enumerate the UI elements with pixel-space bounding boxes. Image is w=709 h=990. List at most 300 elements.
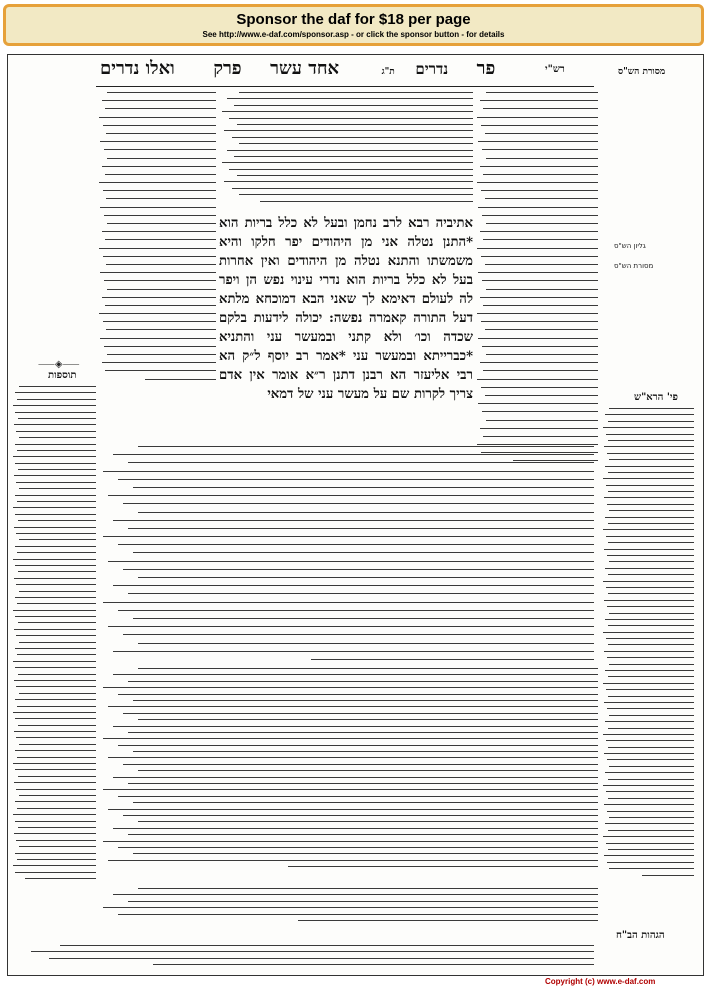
text-line <box>14 527 96 528</box>
text-line <box>102 362 216 363</box>
text-line <box>477 313 598 314</box>
text-line <box>133 700 598 701</box>
text-line <box>113 777 598 778</box>
text-line <box>16 635 96 636</box>
text-line <box>100 338 216 339</box>
text-line <box>478 403 598 404</box>
ornament-left: ⸺◈⸺ <box>38 359 80 370</box>
text-line <box>17 757 96 758</box>
text-line <box>606 689 694 690</box>
text-line <box>104 215 216 216</box>
text-line <box>606 740 694 741</box>
rashi-header: רש"י <box>545 64 565 75</box>
text-line <box>113 454 594 455</box>
text-line <box>19 386 96 387</box>
text-line <box>19 846 96 847</box>
text-line <box>128 834 598 835</box>
chapter-title: אחד עשר <box>270 58 340 79</box>
commentary-above-gemara <box>219 92 473 210</box>
text-line <box>17 603 96 604</box>
text-line <box>138 643 594 644</box>
text-line <box>15 514 96 515</box>
text-line <box>105 174 216 175</box>
text-line <box>100 141 216 142</box>
text-line <box>14 424 96 425</box>
text-line <box>607 606 694 607</box>
text-line <box>605 721 694 722</box>
text-line <box>16 789 96 790</box>
text-line <box>138 668 598 669</box>
text-line <box>480 231 598 232</box>
text-line <box>106 264 216 265</box>
text-line <box>118 847 598 848</box>
text-line <box>108 626 594 627</box>
text-line <box>113 651 594 652</box>
text-line <box>60 945 594 946</box>
text-line <box>603 836 694 837</box>
text-line <box>605 414 694 415</box>
text-line <box>224 130 473 131</box>
text-line <box>16 533 96 534</box>
text-line <box>607 504 694 505</box>
text-line <box>15 821 96 822</box>
text-line <box>483 174 598 175</box>
text-line <box>604 753 694 754</box>
text-line <box>15 597 96 598</box>
text-line <box>138 770 598 771</box>
text-line <box>18 674 96 675</box>
text-line <box>15 444 96 445</box>
text-line <box>19 693 96 694</box>
text-line <box>477 182 598 183</box>
text-line <box>609 510 694 511</box>
text-line <box>608 440 694 441</box>
rashi-continuation <box>98 446 594 664</box>
text-line <box>108 757 598 758</box>
text-line <box>478 272 598 273</box>
text-line <box>18 520 96 521</box>
text-line <box>605 517 694 518</box>
text-line <box>608 644 694 645</box>
text-line <box>606 536 694 537</box>
text-line <box>107 289 216 290</box>
text-line <box>113 520 594 521</box>
text-line <box>605 568 694 569</box>
text-line <box>13 507 96 508</box>
tosafot-lower <box>98 668 598 888</box>
text-line <box>15 546 96 547</box>
text-line <box>478 141 598 142</box>
text-line <box>237 124 473 125</box>
tractate-name: נדרים <box>415 60 449 78</box>
text-line <box>19 437 96 438</box>
copyright-link[interactable]: Copyright (c) www.e-daf.com <box>545 977 656 986</box>
text-line <box>603 632 694 633</box>
text-line <box>222 111 473 112</box>
text-line <box>19 744 96 745</box>
chapter-name: ואלו נדרים <box>100 58 175 79</box>
text-line <box>608 421 694 422</box>
text-line <box>608 542 694 543</box>
text-line <box>123 764 598 765</box>
text-line <box>118 544 594 545</box>
text-line <box>229 118 473 119</box>
text-line <box>486 92 598 93</box>
hagahot-text <box>14 945 594 973</box>
page-label: פר <box>476 58 496 79</box>
text-line <box>128 783 598 784</box>
text-line <box>113 894 598 895</box>
page-header <box>100 58 495 84</box>
text-line <box>480 362 598 363</box>
text-line <box>19 488 96 489</box>
text-line <box>227 98 473 99</box>
text-line <box>642 875 694 876</box>
text-line <box>19 642 96 643</box>
text-line <box>133 853 598 854</box>
text-line <box>232 188 473 189</box>
text-line <box>13 661 96 662</box>
text-line <box>103 602 594 603</box>
text-line <box>133 751 598 752</box>
text-line <box>13 814 96 815</box>
text-line <box>605 772 694 773</box>
text-line <box>609 613 694 614</box>
text-line <box>118 796 598 797</box>
text-line <box>17 450 96 451</box>
hagahot-label: הגהות הב"ח <box>612 930 669 941</box>
text-line <box>482 346 598 347</box>
text-line <box>133 618 594 619</box>
text-line <box>480 428 598 429</box>
text-line <box>605 670 694 671</box>
right-margin-notes <box>604 92 696 292</box>
text-line <box>486 289 598 290</box>
text-line <box>153 964 594 965</box>
text-line <box>14 578 96 579</box>
text-line <box>102 297 216 298</box>
text-line <box>234 105 473 106</box>
text-line <box>138 512 594 513</box>
tosafot-label: תוספות <box>44 370 80 381</box>
text-line <box>608 779 694 780</box>
text-line <box>607 555 694 556</box>
text-line <box>15 463 96 464</box>
text-line <box>113 726 598 727</box>
text-line <box>482 215 598 216</box>
text-line <box>481 190 598 191</box>
text-line <box>133 552 594 553</box>
sponsor-subtitle[interactable]: See http://www.e-daf.com/sponsor.asp - or click the sponsor button - for details <box>202 30 505 39</box>
text-line <box>15 392 96 393</box>
text-line <box>604 446 694 447</box>
text-line <box>15 565 96 566</box>
text-line <box>606 485 694 486</box>
text-line <box>106 329 216 330</box>
text-line <box>607 862 694 863</box>
text-line <box>603 427 694 428</box>
text-line <box>482 280 598 281</box>
text-line <box>483 239 598 240</box>
text-line <box>603 683 694 684</box>
text-line <box>483 370 598 371</box>
text-line <box>607 657 694 658</box>
text-line <box>607 811 694 812</box>
text-line <box>608 830 694 831</box>
text-line <box>227 150 473 151</box>
tag-left: ת"ג <box>381 67 395 77</box>
text-line <box>138 577 594 578</box>
text-line <box>15 872 96 873</box>
text-line <box>17 808 96 809</box>
text-line <box>609 459 694 460</box>
text-line <box>128 901 598 902</box>
text-line <box>123 503 594 504</box>
text-line <box>481 256 598 257</box>
text-line <box>15 853 96 854</box>
text-line <box>138 446 594 447</box>
text-line <box>15 648 96 649</box>
text-line <box>606 843 694 844</box>
text-line <box>18 418 96 419</box>
text-line <box>486 158 598 159</box>
bottom-notes <box>98 888 598 928</box>
text-line <box>477 117 598 118</box>
text-line <box>298 920 598 921</box>
text-line <box>123 569 594 570</box>
text-line <box>609 868 694 869</box>
text-line <box>16 431 96 432</box>
rosh-column <box>602 408 694 908</box>
text-line <box>485 198 598 199</box>
text-line <box>15 699 96 700</box>
text-line <box>13 559 96 560</box>
text-line <box>609 664 694 665</box>
text-line <box>481 321 598 322</box>
text-line <box>608 747 694 748</box>
text-line <box>18 469 96 470</box>
rashi-column <box>476 92 598 472</box>
text-line <box>145 379 216 380</box>
text-line <box>133 487 594 488</box>
text-line <box>604 600 694 601</box>
text-line <box>13 405 96 406</box>
text-line <box>16 686 96 687</box>
text-line <box>605 619 694 620</box>
text-line <box>104 280 216 281</box>
text-line <box>19 539 96 540</box>
text-line <box>13 456 96 457</box>
text-line <box>103 321 216 322</box>
text-line <box>604 497 694 498</box>
text-line <box>138 888 598 889</box>
sponsor-banner[interactable] <box>3 4 704 46</box>
text-line <box>237 175 473 176</box>
text-line <box>99 313 216 314</box>
text-line <box>102 166 216 167</box>
text-line <box>138 821 598 822</box>
text-line <box>607 708 694 709</box>
text-line <box>118 745 598 746</box>
text-line <box>13 610 96 611</box>
text-line <box>609 766 694 767</box>
text-line <box>608 593 694 594</box>
text-line <box>15 750 96 751</box>
text-line <box>605 466 694 467</box>
text-line <box>608 574 694 575</box>
text-line <box>239 194 473 195</box>
text-line <box>107 92 216 93</box>
text-line <box>483 108 598 109</box>
text-line <box>108 706 598 707</box>
text-line <box>480 297 598 298</box>
text-line <box>19 795 96 796</box>
text-line <box>14 731 96 732</box>
text-line <box>113 674 598 675</box>
tosafot-column-top <box>98 92 216 384</box>
text-line <box>482 149 598 150</box>
text-line <box>478 338 598 339</box>
text-line <box>483 436 598 437</box>
text-line <box>608 798 694 799</box>
sponsor-title[interactable]: Sponsor the daf for $18 per page <box>236 11 471 28</box>
rosh-label: פי' הרא"ש <box>630 392 682 403</box>
text-line <box>49 958 594 959</box>
text-line <box>14 680 96 681</box>
text-line <box>229 169 473 170</box>
text-line <box>108 561 594 562</box>
margin-header: מסורת הש"ס <box>618 67 666 77</box>
text-line <box>606 587 694 588</box>
text-line <box>13 712 96 713</box>
text-line <box>123 815 598 816</box>
text-line <box>16 840 96 841</box>
text-line <box>608 472 694 473</box>
text-line <box>609 715 694 716</box>
text-line <box>481 125 598 126</box>
text-line <box>123 713 598 714</box>
text-line <box>604 804 694 805</box>
text-line <box>486 223 598 224</box>
text-line <box>103 841 598 842</box>
text-line <box>608 676 694 677</box>
text-line <box>133 802 598 803</box>
text-line <box>232 137 473 138</box>
text-line <box>15 616 96 617</box>
text-line <box>486 420 598 421</box>
text-line <box>608 696 694 697</box>
text-line <box>104 346 216 347</box>
text-line <box>102 100 216 101</box>
text-line <box>14 833 96 834</box>
margin-note-a: גליון הש"ס <box>614 242 646 250</box>
text-line <box>25 878 96 879</box>
text-line <box>18 776 96 777</box>
text-line <box>608 849 694 850</box>
text-line <box>16 482 96 483</box>
text-line <box>478 207 598 208</box>
text-line <box>138 719 598 720</box>
text-line <box>99 117 216 118</box>
text-line <box>609 817 694 818</box>
text-line <box>17 859 96 860</box>
text-line <box>485 395 598 396</box>
text-line <box>222 162 473 163</box>
text-line <box>106 133 216 134</box>
text-line <box>103 190 216 191</box>
text-line <box>118 914 598 915</box>
text-line <box>13 763 96 764</box>
text-line <box>107 158 216 159</box>
text-line <box>603 785 694 786</box>
text-line <box>15 495 96 496</box>
text-line <box>105 108 216 109</box>
text-line <box>99 248 216 249</box>
text-line <box>603 529 694 530</box>
text-line <box>128 593 594 594</box>
text-line <box>128 681 598 682</box>
tosafot-side-column <box>12 386 96 916</box>
text-line <box>103 738 598 739</box>
text-line <box>103 687 598 688</box>
text-line <box>603 581 694 582</box>
text-line <box>608 625 694 626</box>
text-line <box>14 475 96 476</box>
text-line <box>605 823 694 824</box>
text-line <box>603 734 694 735</box>
text-line <box>260 201 473 202</box>
text-line <box>607 453 694 454</box>
text-line <box>103 256 216 257</box>
text-line <box>603 478 694 479</box>
text-line <box>15 801 96 802</box>
text-line <box>128 528 594 529</box>
text-line <box>107 354 216 355</box>
text-line <box>239 92 473 93</box>
text-line <box>113 585 594 586</box>
text-line <box>31 951 594 952</box>
text-line <box>485 329 598 330</box>
text-line <box>477 248 598 249</box>
text-line <box>103 536 594 537</box>
text-line <box>100 207 216 208</box>
text-line <box>311 659 594 660</box>
text-line <box>103 789 598 790</box>
text-line <box>99 182 216 183</box>
text-line <box>604 651 694 652</box>
text-line <box>15 718 96 719</box>
text-line <box>604 702 694 703</box>
text-line <box>606 638 694 639</box>
text-line <box>118 610 594 611</box>
text-line <box>483 305 598 306</box>
text-line <box>18 827 96 828</box>
text-line <box>18 622 96 623</box>
text-line <box>16 737 96 738</box>
text-line <box>108 495 594 496</box>
text-line <box>15 667 96 668</box>
text-line <box>102 231 216 232</box>
text-line <box>480 166 598 167</box>
text-line <box>609 408 694 409</box>
text-line <box>19 591 96 592</box>
text-line <box>608 491 694 492</box>
text-line <box>485 133 598 134</box>
text-line <box>604 855 694 856</box>
text-line <box>480 100 598 101</box>
text-line <box>608 728 694 729</box>
text-line <box>606 434 694 435</box>
